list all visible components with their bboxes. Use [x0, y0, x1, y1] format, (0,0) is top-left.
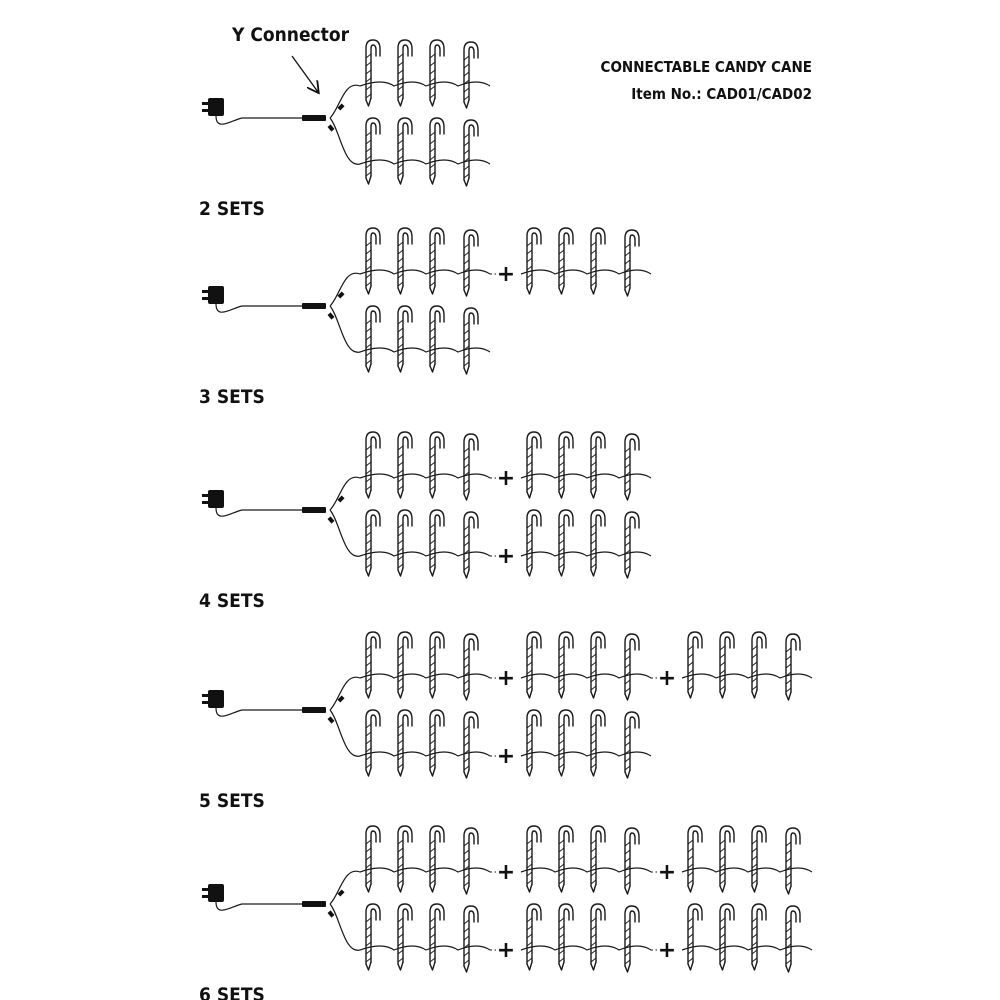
candy-cane [720, 904, 734, 970]
candy-cane [688, 904, 702, 970]
candy-cane [366, 904, 380, 970]
cane-set [360, 118, 490, 186]
candy-cane [398, 510, 412, 576]
cane-set [682, 826, 812, 894]
candy-cane [398, 40, 412, 106]
diagram-title: CONNECTABLE CANDY CANE [600, 58, 812, 76]
candy-cane [398, 632, 412, 698]
candy-cane [464, 230, 478, 296]
feed-wires [328, 871, 360, 950]
candy-cane [527, 826, 541, 892]
candy-cane [366, 228, 380, 294]
candy-cane [430, 510, 444, 576]
candy-cane [625, 906, 639, 972]
plus-symbol: + [657, 860, 677, 885]
candy-cane [366, 510, 380, 576]
candy-cane [591, 826, 605, 892]
candy-cane [591, 432, 605, 498]
candy-cane [752, 632, 766, 698]
candy-cane [591, 904, 605, 970]
candy-cane [559, 432, 573, 498]
plus-symbol: + [496, 544, 516, 569]
header [601, 58, 812, 103]
candy-cane [464, 512, 478, 578]
callout-arrow [292, 56, 318, 92]
power-adapter [202, 286, 302, 312]
candy-cane [430, 118, 444, 184]
candy-cane [398, 306, 412, 372]
candy-cane [752, 904, 766, 970]
plus-symbol: + [657, 666, 677, 691]
cane-set [682, 904, 812, 972]
candy-cane [625, 712, 639, 778]
sets-label: 6 SETS [199, 984, 265, 1000]
sets-label: 3 SETS [199, 386, 265, 408]
configuration [199, 826, 812, 1000]
candy-cane [464, 634, 478, 700]
power-adapter [202, 690, 302, 716]
cane-set [521, 710, 651, 778]
candy-cane [786, 828, 800, 894]
candy-cane [559, 904, 573, 970]
plus-symbol: + [496, 938, 516, 963]
candy-cane [625, 512, 639, 578]
configuration [199, 632, 812, 812]
sets-label: 4 SETS [199, 590, 265, 612]
candy-cane [366, 118, 380, 184]
candy-cane [430, 826, 444, 892]
y-connector-label: Y Connector [232, 24, 350, 46]
cane-set [521, 228, 651, 296]
candy-cane [527, 632, 541, 698]
cane-set [360, 306, 490, 374]
candy-cane [366, 826, 380, 892]
candy-cane [786, 634, 800, 700]
y-connector [302, 707, 326, 713]
candy-cane [527, 510, 541, 576]
feed-wires [328, 85, 360, 164]
power-adapter [202, 884, 302, 910]
candy-cane [688, 826, 702, 892]
configuration [199, 432, 651, 612]
plus-symbol: + [496, 666, 516, 691]
candy-cane [398, 228, 412, 294]
cane-set [360, 228, 496, 296]
candy-cane [464, 906, 478, 972]
candy-cane [398, 904, 412, 970]
candy-cane [786, 906, 800, 972]
candy-cane [591, 632, 605, 698]
candy-cane [559, 632, 573, 698]
candy-cane [464, 828, 478, 894]
plus-symbol: + [657, 938, 677, 963]
y-connector [302, 303, 326, 309]
plus-symbol: + [496, 860, 516, 885]
candy-cane [527, 432, 541, 498]
configurations [199, 40, 812, 1000]
cane-set [360, 432, 496, 500]
feed-wires [328, 477, 360, 556]
candy-cane [464, 42, 478, 108]
candy-cane [527, 228, 541, 294]
candy-cane [366, 632, 380, 698]
candy-cane [559, 826, 573, 892]
configuration [199, 228, 651, 408]
candy-cane [464, 308, 478, 374]
candy-cane [720, 632, 734, 698]
cane-set [521, 510, 651, 578]
configuration [199, 40, 490, 220]
candy-cane [527, 710, 541, 776]
sets-label: 2 SETS [199, 198, 265, 220]
candy-cane [464, 434, 478, 500]
candy-cane [430, 904, 444, 970]
cane-set [521, 904, 657, 972]
plus-symbol: + [496, 466, 516, 491]
candy-cane [430, 228, 444, 294]
candy-cane [464, 120, 478, 186]
cane-set [360, 904, 496, 972]
candy-cane [430, 710, 444, 776]
candy-cane [559, 510, 573, 576]
candy-cane [366, 306, 380, 372]
candy-cane [591, 710, 605, 776]
candy-cane [398, 826, 412, 892]
cane-set [360, 710, 496, 778]
candy-cane [752, 826, 766, 892]
cane-set [682, 632, 812, 700]
candy-cane [688, 632, 702, 698]
cane-set [360, 632, 496, 700]
cane-set [521, 432, 651, 500]
candy-cane [720, 826, 734, 892]
cane-set [521, 632, 657, 700]
candy-cane [366, 432, 380, 498]
candy-cane [430, 306, 444, 372]
sets-label: 5 SETS [199, 790, 265, 812]
plus-symbol: + [496, 262, 516, 287]
candy-cane [366, 40, 380, 106]
cane-set [360, 826, 496, 894]
candy-cane [559, 710, 573, 776]
feed-wires [328, 273, 360, 352]
candy-cane [430, 632, 444, 698]
cane-set [360, 40, 490, 108]
candy-cane [464, 712, 478, 778]
candy-cane [366, 710, 380, 776]
candy-cane [398, 710, 412, 776]
item-number: Item No.: CAD01/CAD02 [631, 85, 812, 103]
plus-symbol: + [496, 744, 516, 769]
feed-wires [328, 677, 360, 756]
candy-cane [398, 118, 412, 184]
candy-cane [591, 228, 605, 294]
candy-cane [430, 40, 444, 106]
power-adapter [202, 490, 302, 516]
cane-set [521, 826, 657, 894]
candy-cane [430, 432, 444, 498]
candy-cane [625, 828, 639, 894]
y-connector [302, 115, 326, 121]
cane-set [360, 510, 496, 578]
power-adapter [202, 98, 302, 124]
candy-cane [527, 904, 541, 970]
y-connector [302, 901, 326, 907]
y-connector-callout [231, 24, 350, 92]
y-connector [302, 507, 326, 513]
candy-cane [591, 510, 605, 576]
candy-cane [625, 434, 639, 500]
candy-cane [559, 228, 573, 294]
candy-cane [625, 634, 639, 700]
candy-cane [398, 432, 412, 498]
candy-cane [625, 230, 639, 296]
